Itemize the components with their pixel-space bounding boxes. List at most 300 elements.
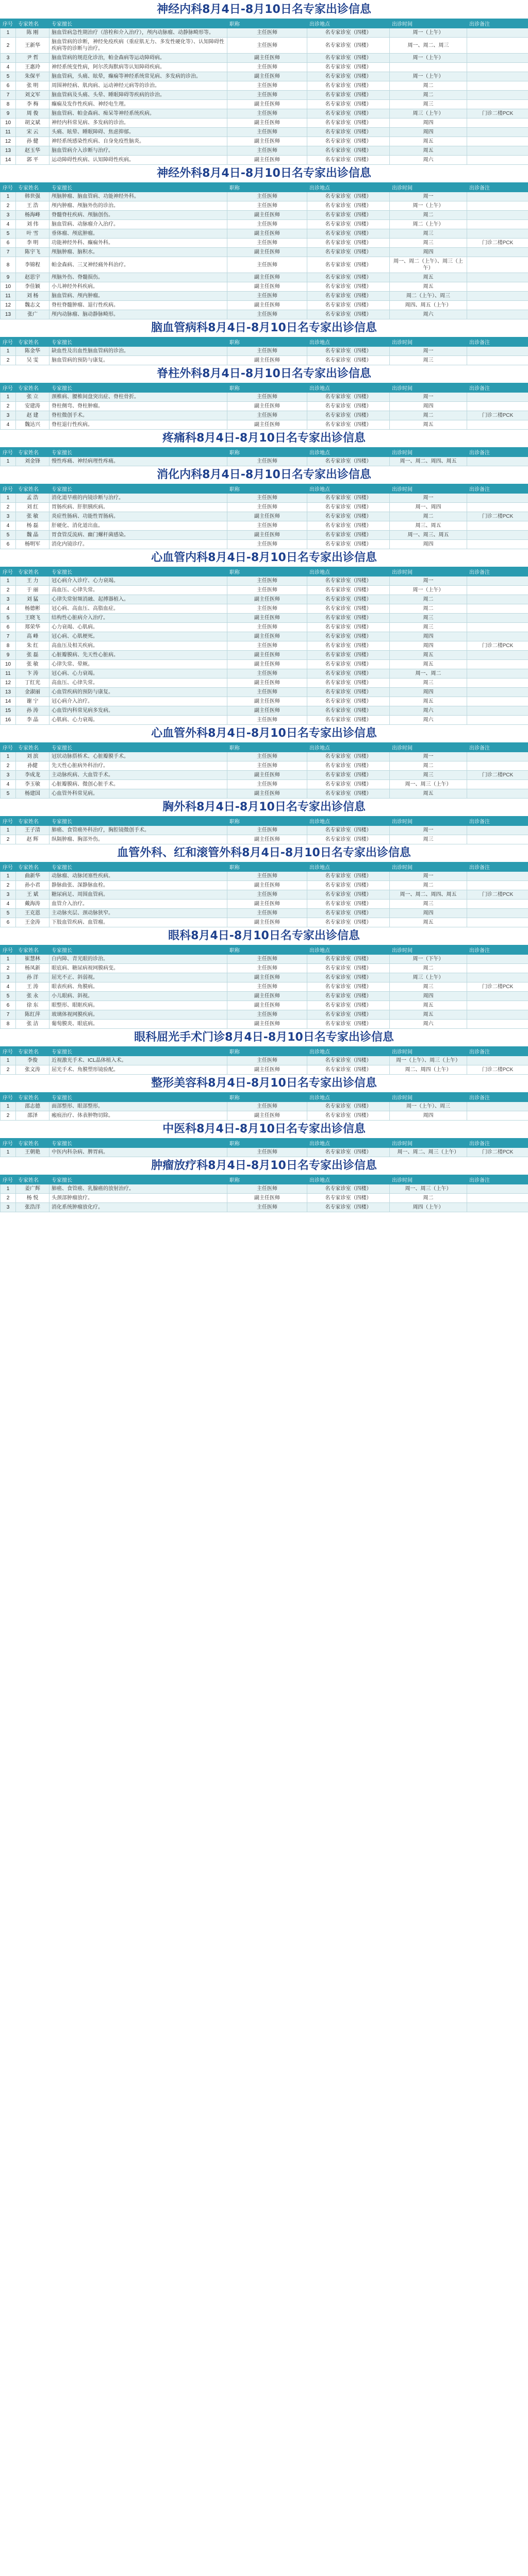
table-row	[1, 109, 528, 118]
cell-note	[467, 1010, 528, 1020]
cell-title: 主任医师	[227, 128, 307, 137]
table-row	[1, 826, 528, 835]
header-spec: 专家擅长	[50, 1093, 227, 1102]
cell-name: 丁红光	[16, 679, 50, 688]
cell-note	[467, 503, 528, 512]
cell-note	[467, 347, 528, 356]
cell-name: 王新华	[16, 38, 50, 54]
cell-seq: 9	[1, 273, 16, 282]
cell-time: 周三	[390, 239, 467, 248]
cell-title: 副主任医师	[227, 900, 307, 909]
cell-name: 吴 雯	[16, 356, 50, 365]
cell-seq: 7	[1, 632, 16, 641]
cell-name: 杨凤新	[16, 964, 50, 973]
cell-seq: 10	[1, 660, 16, 669]
cell-note	[467, 282, 528, 292]
cell-note	[467, 192, 528, 201]
cell-loc: 名专家诊室（四楼）	[307, 992, 390, 1001]
cell-seq: 3	[1, 211, 16, 220]
cell-name: 崔慧林	[16, 955, 50, 964]
header-name: 专家姓名	[16, 567, 50, 577]
cell-note	[467, 1102, 528, 1111]
cell-name: 张 磊	[16, 651, 50, 660]
cell-title: 主任医师	[227, 457, 307, 466]
cell-loc: 名专家诊室（四楼）	[307, 201, 390, 211]
section-title: 脊柱外科8月4日-8月10日名专家出诊信息	[0, 365, 528, 383]
cell-note	[467, 1001, 528, 1010]
header-note: 出诊备注	[467, 1139, 528, 1148]
table-row	[1, 955, 528, 964]
cell-title: 主任医师	[227, 192, 307, 201]
cell-seq: 11	[1, 669, 16, 679]
cell-title: 主任医师	[227, 81, 307, 91]
cell-time: 周三	[390, 614, 467, 623]
header-note: 出诊备注	[467, 567, 528, 577]
cell-spec: 中医内科杂病、脾胃病。	[50, 1148, 227, 1157]
cell-seq: 4	[1, 521, 16, 531]
cell-title: 副主任医师	[227, 100, 307, 109]
department-section	[0, 365, 528, 430]
cell-name: 邵志德	[16, 1102, 50, 1111]
cell-spec: 帕金森病、三叉神经痛外科治疗。	[50, 257, 227, 273]
cell-name: 刘 杨	[16, 292, 50, 301]
cell-note	[467, 586, 528, 595]
cell-loc: 名专家诊室（四楼）	[307, 503, 390, 512]
cell-time: 周一、周二（上午）、周三（上午）	[390, 257, 467, 273]
table-row	[1, 789, 528, 799]
cell-loc: 名专家诊室（四楼）	[307, 457, 390, 466]
cell-name: 王朝艳	[16, 1148, 50, 1157]
cell-spec: 冠心病介入治疗。	[50, 697, 227, 706]
cell-seq: 12	[1, 301, 16, 310]
cell-name: 王 浩	[16, 201, 50, 211]
cell-loc: 名专家诊室（四楼）	[307, 118, 390, 128]
cell-title: 主任医师	[227, 292, 307, 301]
header-time: 出诊时间	[390, 484, 467, 494]
header-spec: 专家擅长	[50, 1175, 227, 1184]
cell-seq: 2	[1, 1194, 16, 1203]
cell-name: 杨 磊	[16, 521, 50, 531]
cell-seq: 2	[1, 964, 16, 973]
cell-seq: 5	[1, 72, 16, 81]
cell-spec: 颅内肿瘤、颅脑外伤的诊治。	[50, 201, 227, 211]
cell-name: 尹 哲	[16, 54, 50, 63]
cell-time: 周一、周二、周四、周五	[390, 890, 467, 900]
cell-seq: 1	[1, 955, 16, 964]
table-row	[1, 411, 528, 420]
cell-time: 周一（下午）	[390, 955, 467, 964]
table-row	[1, 220, 528, 229]
cell-title: 副主任医师	[227, 211, 307, 220]
cell-spec: 心血管外科常见病。	[50, 789, 227, 799]
cell-spec: 肺癌、食管癌外科治疗，胸腔镜微创手术。	[50, 826, 227, 835]
cell-seq: 10	[1, 282, 16, 292]
cell-name: 赵 辉	[16, 835, 50, 844]
department-section	[0, 844, 528, 927]
cell-time: 周六	[390, 1020, 467, 1029]
cell-spec: 颅脑肿瘤、脑血管病、功能神经外科。	[50, 192, 227, 201]
cell-title: 主任医师	[227, 220, 307, 229]
cell-spec: 冠状动脉搭桥术、心脏瓣膜手术。	[50, 752, 227, 761]
cell-time: 周五	[390, 660, 467, 669]
table-row	[1, 697, 528, 706]
cell-spec: 纵隔肿瘤、胸部外伤。	[50, 835, 227, 844]
cell-spec: 心律失常、晕厥。	[50, 660, 227, 669]
header-loc: 出诊地点	[307, 337, 390, 347]
header-title: 职称	[227, 945, 307, 955]
cell-name: 孙 洋	[16, 973, 50, 982]
table-row	[1, 229, 528, 239]
table-row	[1, 604, 528, 614]
cell-name: 宋 云	[16, 128, 50, 137]
cell-title: 主任医师	[227, 586, 307, 595]
cell-loc: 名专家诊室（四楼）	[307, 789, 390, 799]
cell-time: 周二（上午）	[390, 220, 467, 229]
cell-seq: 6	[1, 540, 16, 549]
header-seq: 序号	[1, 484, 16, 494]
header-seq: 序号	[1, 183, 16, 192]
cell-spec: 小儿眼病、斜视。	[50, 992, 227, 1001]
department-section	[0, 466, 528, 549]
table-row	[1, 282, 528, 292]
table-row	[1, 780, 528, 789]
table-row	[1, 1184, 528, 1194]
cell-time: 周五	[390, 651, 467, 660]
header-loc: 出诊地点	[307, 743, 390, 752]
cell-loc: 名专家诊室（四楼）	[307, 91, 390, 100]
table-row	[1, 688, 528, 697]
cell-time: 周三、周五	[390, 521, 467, 531]
cell-seq: 3	[1, 595, 16, 604]
cell-title: 副主任医师	[227, 531, 307, 540]
cell-loc: 名专家诊室（四楼）	[307, 586, 390, 595]
header-loc: 出诊地点	[307, 484, 390, 494]
cell-spec: 脊柱微创手术。	[50, 411, 227, 420]
cell-note	[467, 273, 528, 282]
cell-loc: 名专家诊室（四楼）	[307, 128, 390, 137]
department-section	[0, 430, 528, 466]
header-title: 职称	[227, 743, 307, 752]
cell-note	[467, 118, 528, 128]
cell-spec: 葡萄膜炎、眼底病。	[50, 1020, 227, 1029]
cell-seq: 8	[1, 1020, 16, 1029]
cell-note	[467, 211, 528, 220]
department-section	[0, 549, 528, 725]
cell-title: 副主任医师	[227, 697, 307, 706]
table-row	[1, 81, 528, 91]
header-spec: 专家擅长	[50, 743, 227, 752]
header-time: 出诊时间	[390, 817, 467, 826]
cell-seq: 2	[1, 503, 16, 512]
table-row	[1, 347, 528, 356]
header-seq: 序号	[1, 743, 16, 752]
header-note: 出诊备注	[467, 1047, 528, 1056]
cell-loc: 名专家诊室（四楼）	[307, 63, 390, 72]
cell-name: 孙小君	[16, 881, 50, 890]
cell-spec: 心肌病、心力衰竭。	[50, 716, 227, 725]
cell-title: 副主任医师	[227, 512, 307, 521]
cell-time: 周四	[390, 1111, 467, 1121]
header-note: 出诊备注	[467, 337, 528, 347]
cell-spec: 近视激光手术、ICL晶体植入术。	[50, 1056, 227, 1065]
cell-name: 孟 浩	[16, 494, 50, 503]
cell-note	[467, 660, 528, 669]
cell-spec: 冠心病、高血压、高脂血症。	[50, 604, 227, 614]
cell-note	[467, 1203, 528, 1212]
cell-seq: 6	[1, 918, 16, 927]
cell-spec: 缺血性及出血性脑血管病的诊治。	[50, 347, 227, 356]
cell-time: 周五	[390, 137, 467, 146]
cell-time: 周四	[390, 641, 467, 651]
cell-name: 李 明	[16, 239, 50, 248]
cell-time: 周二	[390, 595, 467, 604]
cell-loc: 名专家诊室（四楼）	[307, 137, 390, 146]
cell-time: 周一（上午）	[390, 201, 467, 211]
cell-spec: 糖尿病足、周围血管病。	[50, 890, 227, 900]
cell-note	[467, 623, 528, 632]
table-row	[1, 1010, 528, 1020]
cell-name: 赵玉华	[16, 146, 50, 156]
cell-title: 副主任医师	[227, 660, 307, 669]
cell-name: 于 丽	[16, 586, 50, 595]
department-section	[0, 1, 528, 165]
header-name: 专家姓名	[16, 1047, 50, 1056]
header-loc: 出诊地点	[307, 945, 390, 955]
cell-note	[467, 1111, 528, 1121]
cell-name: 周 俊	[16, 109, 50, 118]
cell-note	[467, 992, 528, 1001]
cell-title: 主任医师	[227, 1010, 307, 1020]
cell-spec: 眼整形、眼眶疾病。	[50, 1001, 227, 1010]
section-title: 神经外科8月4日-8月10日名专家出诊信息	[0, 165, 528, 182]
header-time: 出诊时间	[390, 448, 467, 457]
cell-note	[467, 54, 528, 63]
cell-loc: 名专家诊室（四楼）	[307, 955, 390, 964]
cell-loc: 名专家诊室（四楼）	[307, 220, 390, 229]
cell-title: 副主任医师	[227, 595, 307, 604]
cell-time: 周三	[390, 100, 467, 109]
table-row	[1, 1065, 528, 1075]
cell-spec: 血管介入治疗。	[50, 900, 227, 909]
cell-time	[390, 63, 467, 72]
table-row	[1, 761, 528, 771]
cell-spec: 脑血管病及头痛、头晕、睡眠障碍等疾病的诊治。	[50, 91, 227, 100]
cell-title: 副主任医师	[227, 632, 307, 641]
table-header-row	[1, 743, 528, 752]
cell-name: 王 力	[16, 577, 50, 586]
cell-time: 周四	[390, 632, 467, 641]
cell-spec: 消化内镜诊疗。	[50, 540, 227, 549]
header-time: 出诊时间	[390, 1139, 467, 1148]
cell-spec: 高血压、心律失常。	[50, 679, 227, 688]
cell-loc: 名专家诊室（四楼）	[307, 100, 390, 109]
cell-title: 副主任医师	[227, 54, 307, 63]
cell-note	[467, 780, 528, 789]
cell-note	[467, 356, 528, 365]
cell-title: 主任医师	[227, 310, 307, 319]
cell-loc: 名专家诊室（四楼）	[307, 679, 390, 688]
cell-loc: 名专家诊室（四楼）	[307, 604, 390, 614]
cell-loc: 名专家诊室（四楼）	[307, 973, 390, 982]
cell-name: 杨明军	[16, 540, 50, 549]
cell-spec: 胃食管反流病、幽门螺杆菌感染。	[50, 531, 227, 540]
table-row	[1, 512, 528, 521]
table-row	[1, 595, 528, 604]
cell-name: 杨德彬	[16, 604, 50, 614]
cell-seq: 5	[1, 789, 16, 799]
cell-name: 杨海峰	[16, 211, 50, 220]
schedule-table	[0, 1138, 528, 1157]
cell-loc: 名专家诊室（四楼）	[307, 595, 390, 604]
cell-title: 副主任医师	[227, 771, 307, 780]
header-seq: 序号	[1, 862, 16, 872]
header-name: 专家姓名	[16, 1139, 50, 1148]
department-section	[0, 1029, 528, 1075]
cell-spec: 屈光手术、角膜塑形镜验配。	[50, 1065, 227, 1075]
table-row	[1, 992, 528, 1001]
table-row	[1, 393, 528, 402]
cell-seq: 4	[1, 780, 16, 789]
header-note: 出诊备注	[467, 183, 528, 192]
cell-loc: 名专家诊室（四楼）	[307, 1020, 390, 1029]
cell-loc: 名专家诊室（四楼）	[307, 771, 390, 780]
cell-spec: 静脉曲张、深静脉血栓。	[50, 881, 227, 890]
cell-note	[467, 100, 528, 109]
cell-note	[467, 540, 528, 549]
header-time: 出诊时间	[390, 183, 467, 192]
header-time: 出诊时间	[390, 1175, 467, 1184]
department-section	[0, 1157, 528, 1212]
schedule-table	[0, 567, 528, 725]
table-row	[1, 651, 528, 660]
cell-title: 副主任医师	[227, 973, 307, 982]
cell-spec: 炎症性肠病、功能性胃肠病。	[50, 512, 227, 521]
cell-spec: 心血管内科常见病多发病。	[50, 706, 227, 716]
cell-seq: 12	[1, 679, 16, 688]
cell-note	[467, 72, 528, 81]
cell-seq: 6	[1, 1001, 16, 1010]
cell-loc: 名专家诊室（四楼）	[307, 1065, 390, 1075]
cell-title: 主任医师	[227, 109, 307, 118]
header-name: 专家姓名	[16, 448, 50, 457]
cell-time: 周五	[390, 1001, 467, 1010]
table-row	[1, 660, 528, 669]
cell-seq: 4	[1, 982, 16, 992]
table-header-row	[1, 19, 528, 28]
table-row	[1, 503, 528, 512]
cell-loc: 名专家诊室（四楼）	[307, 512, 390, 521]
cell-title: 主任医师	[227, 1203, 307, 1212]
cell-loc: 名专家诊室（四楼）	[307, 28, 390, 38]
schedule-table	[0, 484, 528, 549]
cell-spec: 心血管疾病的预防与康复。	[50, 688, 227, 697]
header-name: 专家姓名	[16, 1093, 50, 1102]
cell-spec: 神经系统感染性疾病、自身免疫性脑炎。	[50, 137, 227, 146]
cell-spec: 白内障、青光眼的诊治。	[50, 955, 227, 964]
header-seq: 序号	[1, 1139, 16, 1148]
cell-name: 张广	[16, 310, 50, 319]
cell-note	[467, 595, 528, 604]
table-row	[1, 156, 528, 165]
cell-note	[467, 301, 528, 310]
cell-loc: 名专家诊室（四楼）	[307, 211, 390, 220]
cell-loc: 名专家诊室（四楼）	[307, 716, 390, 725]
table-header-row	[1, 817, 528, 826]
cell-name: 王晓飞	[16, 614, 50, 623]
section-title: 胸外科8月4日-8月10日名专家出诊信息	[0, 799, 528, 816]
cell-title: 主任医师	[227, 826, 307, 835]
table-row	[1, 28, 528, 38]
cell-spec: 小儿神经外科疾病。	[50, 282, 227, 292]
cell-note	[467, 632, 528, 641]
cell-time: 周一	[390, 577, 467, 586]
department-section	[0, 1121, 528, 1157]
table-row	[1, 54, 528, 63]
header-spec: 专家擅长	[50, 1139, 227, 1148]
cell-time: 周一、周二	[390, 669, 467, 679]
cell-loc: 名专家诊室（四楼）	[307, 54, 390, 63]
cell-loc: 名专家诊室（四楼）	[307, 688, 390, 697]
cell-title: 主任医师	[227, 872, 307, 881]
cell-spec: 颅内动脉瘤、脑动静脉畸形。	[50, 310, 227, 319]
table-row	[1, 1102, 528, 1111]
cell-name: 韩世强	[16, 192, 50, 201]
cell-spec: 主动脉夹层、颈动脉狭窄。	[50, 909, 227, 918]
cell-loc: 名专家诊室（四楼）	[307, 1001, 390, 1010]
cell-note	[467, 706, 528, 716]
cell-loc: 名专家诊室（四楼）	[307, 248, 390, 257]
cell-note	[467, 156, 528, 165]
cell-name: 卞 涛	[16, 669, 50, 679]
cell-seq: 1	[1, 826, 16, 835]
cell-loc: 名专家诊室（四楼）	[307, 229, 390, 239]
cell-seq: 8	[1, 100, 16, 109]
cell-title: 主任医师	[227, 964, 307, 973]
section-title: 心血管外科8月4日-8月10日名专家出诊信息	[0, 725, 528, 742]
cell-title: 副主任医师	[227, 1001, 307, 1010]
cell-seq: 12	[1, 137, 16, 146]
cell-note	[467, 900, 528, 909]
cell-name: 陈金华	[16, 347, 50, 356]
header-spec: 专家擅长	[50, 337, 227, 347]
cell-title: 副主任医师	[227, 789, 307, 799]
cell-time: 周四	[390, 688, 467, 697]
cell-seq: 2	[1, 356, 16, 365]
cell-title: 副主任医师	[227, 402, 307, 411]
cell-spec: 头颈部肿瘤放疗。	[50, 1194, 227, 1203]
section-title: 神经内科8月4日-8月10日名专家出诊信息	[0, 1, 528, 19]
cell-seq: 4	[1, 420, 16, 430]
cell-title: 副主任医师	[227, 301, 307, 310]
cell-time: 周四	[390, 540, 467, 549]
schedule-table	[0, 182, 528, 319]
cell-seq: 1	[1, 1148, 16, 1157]
table-header-row	[1, 1139, 528, 1148]
cell-loc: 名专家诊室（四楼）	[307, 900, 390, 909]
cell-seq: 11	[1, 128, 16, 137]
cell-note	[467, 716, 528, 725]
section-title: 血管外科、红和滚管外科8月4日-8月10日名专家出诊信息	[0, 844, 528, 862]
cell-loc: 名专家诊室（四楼）	[307, 310, 390, 319]
table-row	[1, 301, 528, 310]
table-row	[1, 100, 528, 109]
cell-time: 周三	[390, 982, 467, 992]
cell-loc: 名专家诊室（四楼）	[307, 890, 390, 900]
cell-name: 朱 红	[16, 641, 50, 651]
cell-seq: 4	[1, 220, 16, 229]
cell-time: 周一、周二、周三（上午）	[390, 1148, 467, 1157]
header-name: 专家姓名	[16, 743, 50, 752]
